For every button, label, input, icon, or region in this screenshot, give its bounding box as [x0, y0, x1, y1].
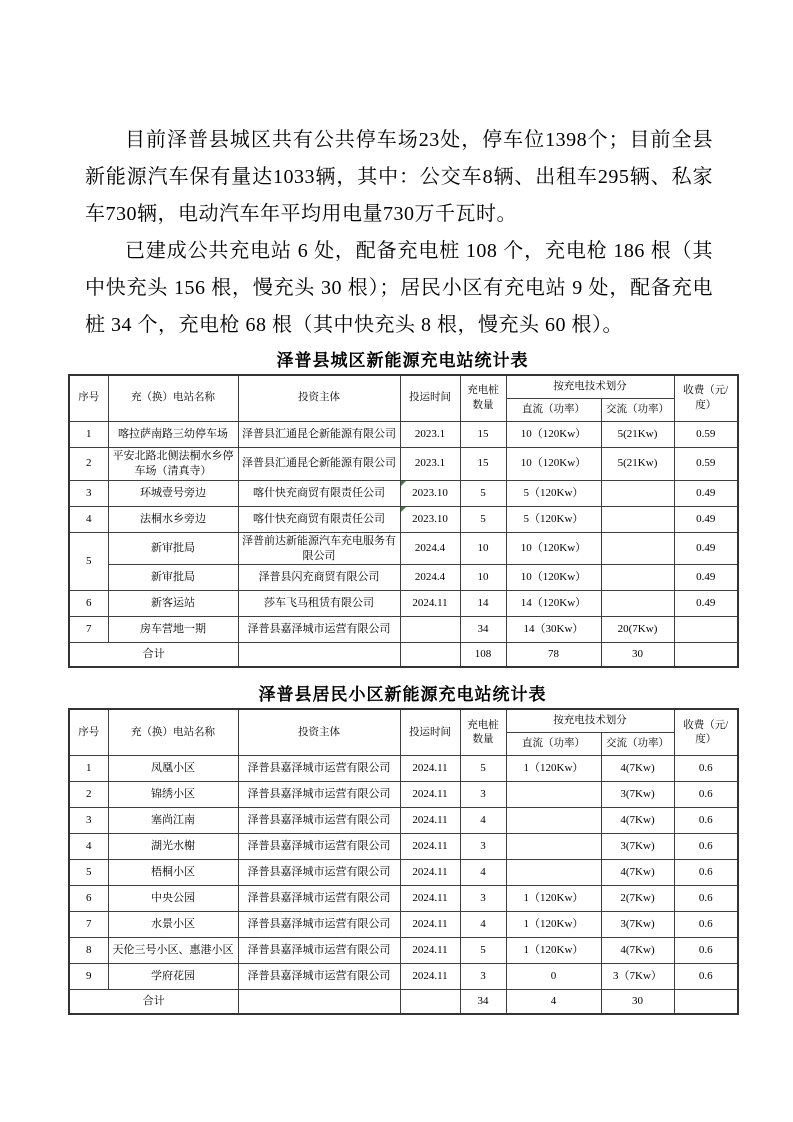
table-cell-flagged: 2023.10: [400, 506, 460, 532]
table-cell: 5: [69, 532, 108, 591]
table-cell: [601, 565, 674, 591]
table-cell: 34: [460, 990, 506, 1015]
table-cell: 3(7Kw): [601, 912, 674, 938]
header-ac: 交流（功率）: [601, 733, 674, 756]
table-row: [69, 834, 738, 860]
table-cell: 泽普县嘉泽城市运营有限公司: [238, 860, 400, 886]
table-cell: [506, 834, 601, 860]
table-cell: 泽普县嘉泽城市运营有限公司: [238, 756, 400, 782]
table-cell: 2023.1: [400, 448, 460, 481]
table-cell: 8: [69, 938, 108, 964]
total-row: [69, 643, 738, 668]
table-cell: 2: [69, 782, 108, 808]
table-cell: 4: [69, 834, 108, 860]
table-cell: 4: [460, 912, 506, 938]
table-cell: 2: [69, 448, 108, 481]
table-cell: 泽普县嘉泽城市运营有限公司: [238, 617, 400, 643]
table-header: [69, 375, 738, 422]
table-cell: 10（120Kw）: [506, 448, 601, 481]
table-cell: [506, 782, 601, 808]
table-cell: 4(7Kw): [601, 756, 674, 782]
table-cell: 30: [601, 643, 674, 668]
table-cell: 10（120Kw）: [506, 565, 601, 591]
table-body: [69, 756, 738, 1015]
table-cell: 3（7Kw）: [601, 964, 674, 990]
table-cell: 5: [69, 860, 108, 886]
table-row: [69, 448, 738, 481]
table-cell: 5(21Kw): [601, 448, 674, 481]
table-cell: 2024.11: [400, 938, 460, 964]
table-cell: 78: [506, 643, 601, 668]
table-cell: 2024.4: [400, 532, 460, 565]
table-cell: 新审批局: [108, 565, 238, 591]
table-cell: 0.59: [674, 448, 738, 481]
table-cell: 喀拉萨南路三幼停车场: [108, 422, 238, 448]
table-cell: 泽普县嘉泽城市运营有限公司: [238, 808, 400, 834]
residential-stations-table: [68, 708, 739, 1015]
table-cell: 0.49: [674, 565, 738, 591]
table-cell: [674, 617, 738, 643]
table-cell: 10: [460, 565, 506, 591]
table-row: [69, 422, 738, 448]
table-cell: 5（120Kw）: [506, 506, 601, 532]
header-ac: 交流（功率）: [601, 399, 674, 422]
table-cell: 2024.11: [400, 912, 460, 938]
table-cell: 7: [69, 912, 108, 938]
table-cell: 3: [69, 808, 108, 834]
table-row: [69, 886, 738, 912]
table-cell: [506, 860, 601, 886]
table-title-city: 泽普县城区新能源充电站统计表: [276, 351, 529, 370]
header-row-top: [69, 375, 738, 399]
table-cell: 14: [460, 591, 506, 617]
table-cell: [674, 643, 738, 668]
table-cell: 20(7Kw): [601, 617, 674, 643]
header-dc: 直流（功率）: [506, 733, 601, 756]
table-cell: 锦绣小区: [108, 782, 238, 808]
table-cell: 1（120Kw）: [506, 756, 601, 782]
table-cell: 新审批局: [108, 532, 238, 565]
header-fee: 收费（元/度）: [674, 709, 738, 756]
table-cell: 14（30Kw）: [506, 617, 601, 643]
table-cell: 5: [460, 756, 506, 782]
table-cell: 莎车飞马租赁有限公司: [238, 591, 400, 617]
table-cell: 0.49: [674, 591, 738, 617]
table-cell: 10（120Kw）: [506, 422, 601, 448]
table-cell: 0.49: [674, 506, 738, 532]
table-cell: 梧桐小区: [108, 860, 238, 886]
table-cell: [601, 532, 674, 565]
table-cell: 合计: [69, 643, 238, 668]
table-cell: 0.6: [674, 756, 738, 782]
header-seq: 序号: [69, 375, 108, 422]
table-cell: [400, 617, 460, 643]
table-cell: 3: [460, 834, 506, 860]
paragraph-charging-stats: 已建成公共充电站 6 处，配备充电桩 108 个，充电枪 186 根（其中快充头 156 根，慢充头 30 根）；居民小区有充电站 9 处，配备充电桩 34 个，充电枪 68 根（其中快充头 8 根，慢充头 60 根）。: [85, 240, 713, 336]
header-dc: 直流（功率）: [506, 399, 601, 422]
table-cell: 塞尚江南: [108, 808, 238, 834]
table-cell: 湖光水榭: [108, 834, 238, 860]
table-cell: 4: [460, 860, 506, 886]
table-cell: 0.6: [674, 782, 738, 808]
table-cell: 合计: [69, 990, 238, 1015]
table-cell: 2024.4: [400, 565, 460, 591]
table-cell: 喀什快充商贸有限责任公司: [238, 480, 400, 506]
table-cell: 4(7Kw): [601, 938, 674, 964]
table-cell: 2024.11: [400, 886, 460, 912]
table-cell: 5(21Kw): [601, 422, 674, 448]
table-row: [69, 565, 738, 591]
header-fee: 收费（元/度）: [674, 375, 738, 422]
table-cell: 3: [460, 886, 506, 912]
table-cell: 0.6: [674, 938, 738, 964]
header-tech-group: 按充电技术划分: [506, 709, 674, 733]
table-cell: [238, 990, 400, 1015]
table-cell: [601, 506, 674, 532]
table-cell: 5（120Kw）: [506, 480, 601, 506]
table-cell: 泽普县嘉泽城市运营有限公司: [238, 938, 400, 964]
table-cell: 3(7Kw): [601, 782, 674, 808]
table-cell: 0.6: [674, 808, 738, 834]
header-seq: 序号: [69, 709, 108, 756]
city-stations-table: [68, 374, 739, 668]
table-cell: 0.6: [674, 886, 738, 912]
table-cell: 1（120Kw）: [506, 886, 601, 912]
table-cell: 4: [460, 808, 506, 834]
table-row: [69, 506, 738, 532]
paragraph-parking-stats: 目前泽普县城区共有公共停车场23处，停车位1398个；目前全县新能源汽车保有量达1033辆，其中：公交车8辆、出租车295辆、私家车730辆，电动汽车年平均用电量730万千瓦时。: [85, 129, 713, 225]
table-cell: 0.49: [674, 480, 738, 506]
table-cell: 4: [69, 506, 108, 532]
table-title-residential: 泽普县居民小区新能源充电站统计表: [258, 685, 547, 705]
table-cell: 6: [69, 886, 108, 912]
table-cell: 泽普县嘉泽城市运营有限公司: [238, 886, 400, 912]
table-cell: 2024.11: [400, 591, 460, 617]
table-cell: 环城壹号旁边: [108, 480, 238, 506]
table-cell: 2024.11: [400, 782, 460, 808]
table-cell: 108: [460, 643, 506, 668]
table-header: [69, 709, 738, 756]
table-cell: 泽普县嘉泽城市运营有限公司: [238, 834, 400, 860]
table-cell: 泽普前达新能源汽车充电服务有限公司: [238, 532, 400, 565]
table-cell: 2024.11: [400, 808, 460, 834]
table-row: [69, 782, 738, 808]
table-cell: 9: [69, 964, 108, 990]
header-station-name: 充（换）电站名称: [108, 709, 238, 756]
table-cell: 3: [460, 782, 506, 808]
header-date: 投运时间: [400, 375, 460, 422]
table-cell: 泽普县汇通昆仑新能源有限公司: [238, 422, 400, 448]
table-row: [69, 964, 738, 990]
table-cell: 泽普县嘉泽城市运营有限公司: [238, 964, 400, 990]
table-cell: 2023.1: [400, 422, 460, 448]
residential-stations-table-section: [68, 684, 737, 1015]
table-row: [69, 756, 738, 782]
table-cell: 泽普县汇通昆仑新能源有限公司: [238, 448, 400, 481]
table-cell: 新客运站: [108, 591, 238, 617]
table-cell: 5: [460, 480, 506, 506]
table-cell: 凤凰小区: [108, 756, 238, 782]
table-cell: [400, 643, 460, 668]
header-pile-count: 充电桩数量: [460, 709, 506, 756]
table-cell: [601, 591, 674, 617]
table-cell: 0.6: [674, 834, 738, 860]
table-cell: [506, 808, 601, 834]
table-cell: 2024.11: [400, 860, 460, 886]
table-cell: 泽普县闪充商贸有限公司: [238, 565, 400, 591]
table-cell: 水景小区: [108, 912, 238, 938]
header-date: 投运时间: [400, 709, 460, 756]
table-cell: 10（120Kw）: [506, 532, 601, 565]
table-cell: 学府花园: [108, 964, 238, 990]
table-cell: 5: [460, 506, 506, 532]
table-cell: 34: [460, 617, 506, 643]
header-tech-group: 按充电技术划分: [506, 375, 674, 399]
table-cell: 1（120Kw）: [506, 938, 601, 964]
table-row: [69, 591, 738, 617]
table-cell: 1: [69, 756, 108, 782]
table-cell: 15: [460, 422, 506, 448]
table-cell: 法桐水乡旁边: [108, 506, 238, 532]
table-cell: 房车营地一期: [108, 617, 238, 643]
table-cell: 14（120Kw）: [506, 591, 601, 617]
table-cell: 3: [460, 964, 506, 990]
table-cell: 3(7Kw): [601, 834, 674, 860]
table-cell: 4: [506, 990, 601, 1015]
header-investor: 投资主体: [238, 375, 400, 422]
table-row: [69, 860, 738, 886]
table-cell: 4(7Kw): [601, 808, 674, 834]
table-row: [69, 480, 738, 506]
table-cell: 泽普县嘉泽城市运营有限公司: [238, 782, 400, 808]
table-row: [69, 938, 738, 964]
table-cell: 5: [460, 938, 506, 964]
table-cell: [238, 643, 400, 668]
table-cell: 3: [69, 480, 108, 506]
table-cell: 0.6: [674, 964, 738, 990]
table-cell: 10: [460, 532, 506, 565]
table-cell: 2024.11: [400, 756, 460, 782]
table-cell: 2024.11: [400, 964, 460, 990]
table-cell: 0.49: [674, 532, 738, 565]
table-body: [69, 422, 738, 668]
table-cell: 中央公园: [108, 886, 238, 912]
table-cell: 0.59: [674, 422, 738, 448]
table-row: [69, 912, 738, 938]
table-cell: 2(7Kw): [601, 886, 674, 912]
city-stations-table-section: [68, 350, 737, 668]
table-cell: 30: [601, 990, 674, 1015]
table-cell: 0: [506, 964, 601, 990]
table-row: [69, 808, 738, 834]
table-cell: 1: [69, 422, 108, 448]
table-cell: 0.6: [674, 860, 738, 886]
table-cell: 泽普县嘉泽城市运营有限公司: [238, 912, 400, 938]
table-row: [69, 532, 738, 565]
table-cell: [674, 990, 738, 1015]
total-row: [69, 990, 738, 1015]
table-row: [69, 617, 738, 643]
table-cell: 1（120Kw）: [506, 912, 601, 938]
table-cell: 4(7Kw): [601, 860, 674, 886]
table-cell-flagged: 2023.10: [400, 480, 460, 506]
table-cell: 天伦三号小区、惠港小区: [108, 938, 238, 964]
table-cell: 2024.11: [400, 834, 460, 860]
header-investor: 投资主体: [238, 709, 400, 756]
table-cell: 0.6: [674, 912, 738, 938]
table-cell: 6: [69, 591, 108, 617]
table-cell: [400, 990, 460, 1015]
table-cell: 喀什快充商贸有限责任公司: [238, 506, 400, 532]
header-pile-count: 充电桩数量: [460, 375, 506, 422]
table-cell: 7: [69, 617, 108, 643]
header-station-name: 充（换）电站名称: [108, 375, 238, 422]
table-cell: 平安北路北侧法桐水乡停车场（清真寺）: [108, 448, 238, 481]
table-cell: [601, 480, 674, 506]
header-row-top: [69, 709, 738, 733]
table-cell: 15: [460, 448, 506, 481]
